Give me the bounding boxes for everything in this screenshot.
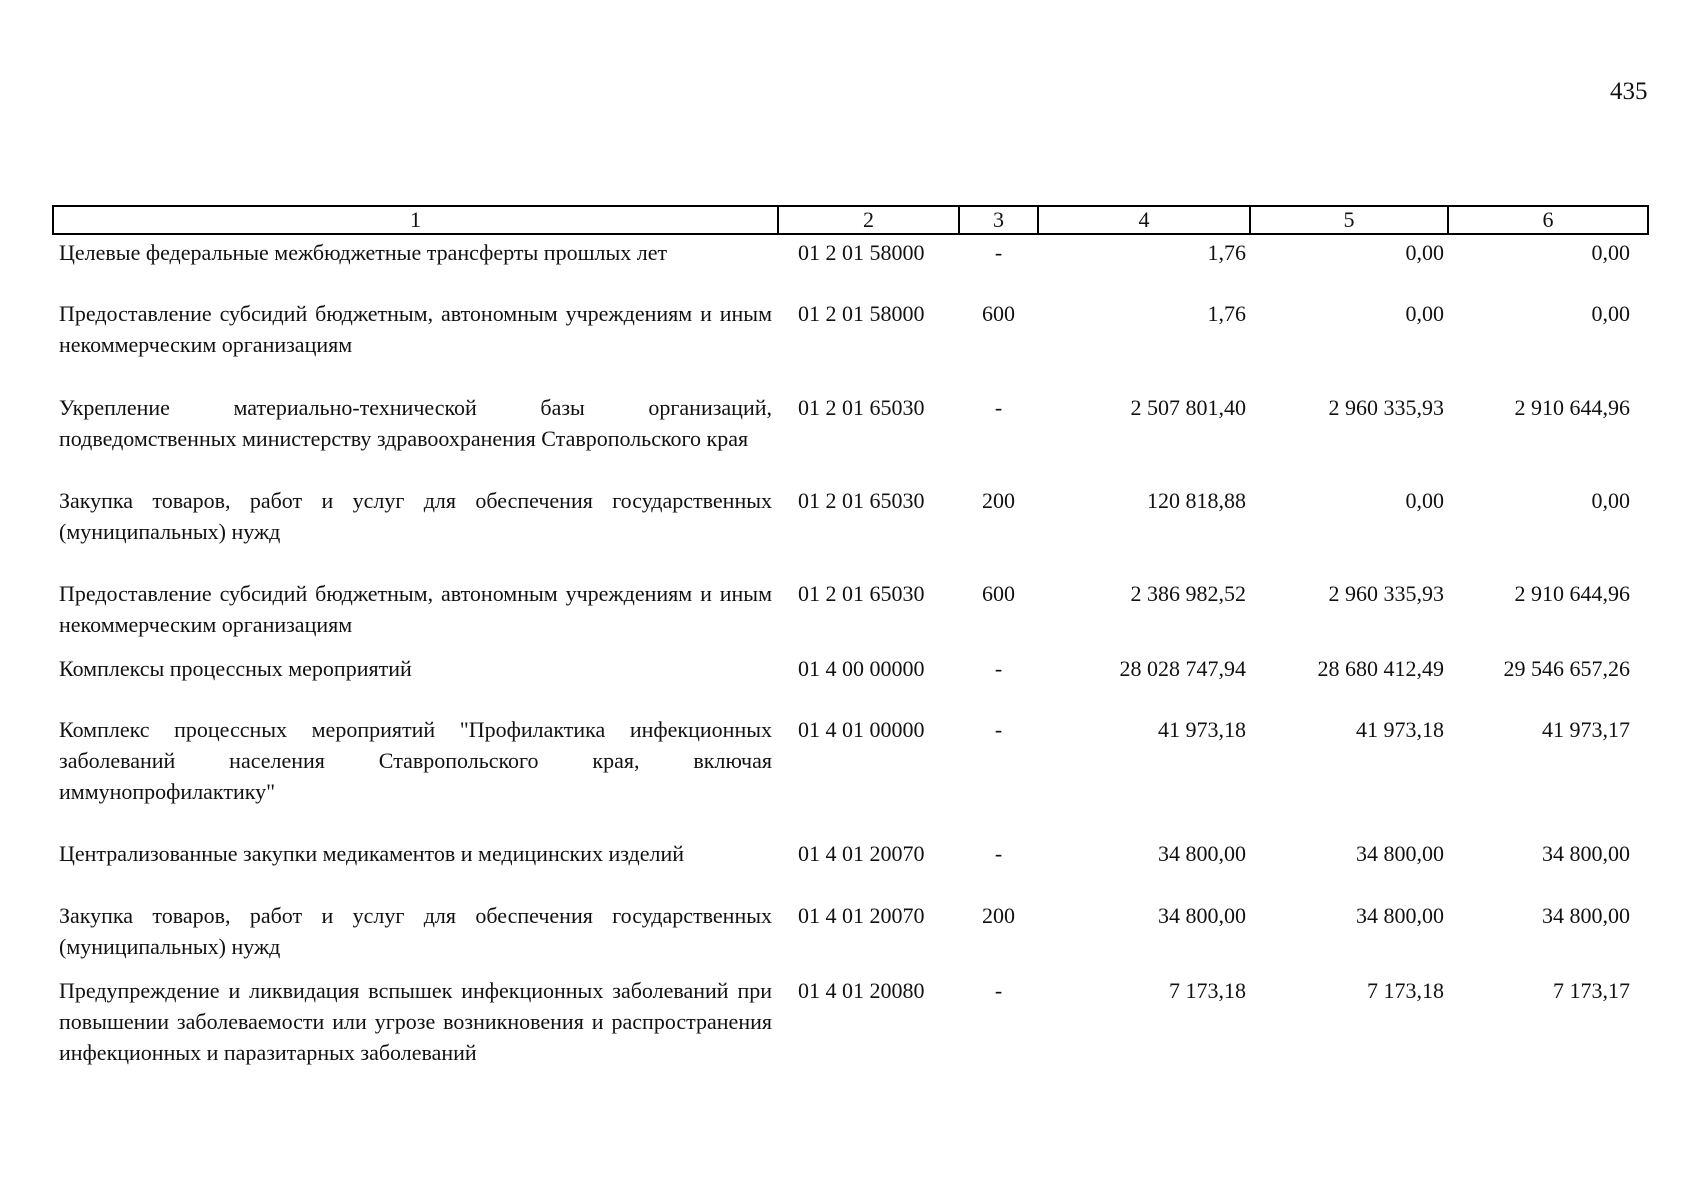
row-value-col5: 34 800,00 — [1356, 903, 1444, 928]
row-code: 01 2 01 58000 — [798, 301, 925, 326]
table-row — [53, 296, 1648, 390]
row-value-col4: 1,76 — [1207, 240, 1246, 265]
row-name: Комплексы процессных мероприятий — [59, 656, 412, 681]
row-expense-type: - — [994, 841, 1003, 866]
header-col-1: 1 — [53, 206, 778, 234]
row-code: 01 4 01 20070 — [798, 841, 925, 866]
header-col-3: 3 — [959, 206, 1038, 234]
header-col-6: 6 — [1448, 206, 1648, 234]
row-code: 01 2 01 65030 — [798, 488, 925, 513]
table-row — [53, 973, 1648, 1097]
row-value-col4: 28 028 747,94 — [1119, 656, 1246, 681]
row-value-col4: 120 818,88 — [1147, 488, 1246, 513]
row-name: Укрепление материально-технической базы организаций, подведомственных министерству здравоохранения Ставропольского края — [59, 395, 772, 451]
row-code: 01 4 01 20070 — [798, 903, 925, 928]
table-row — [53, 234, 1648, 296]
row-name: Целевые федеральные межбюджетные трансферты прошлых лет — [59, 240, 668, 265]
row-value-col5: 34 800,00 — [1356, 841, 1444, 866]
row-value-col6: 0,00 — [1591, 488, 1630, 513]
row-value-col5: 28 680 412,49 — [1317, 656, 1444, 681]
row-value-col4: 1,76 — [1207, 301, 1246, 326]
table-row — [53, 576, 1648, 651]
row-name: Централизованные закупки медикаментов и медицинских изделий — [59, 841, 684, 866]
row-code: 01 4 01 20080 — [798, 978, 925, 1003]
row-expense-type: 200 — [982, 903, 1015, 928]
table-row — [53, 483, 1648, 576]
row-value-col4: 2 386 982,52 — [1130, 581, 1246, 606]
row-value-col5: 0,00 — [1405, 240, 1444, 265]
table-row — [53, 836, 1648, 898]
row-code: 01 2 01 65030 — [798, 395, 925, 420]
table-row — [53, 651, 1648, 712]
row-value-col6: 2 910 644,96 — [1514, 395, 1630, 420]
row-value-col5: 0,00 — [1405, 488, 1444, 513]
row-value-col5: 41 973,18 — [1356, 717, 1444, 742]
row-value-col5: 2 960 335,93 — [1328, 395, 1444, 420]
row-code: 01 4 01 00000 — [798, 717, 925, 742]
row-expense-type: - — [994, 717, 1003, 742]
table-row — [53, 898, 1648, 973]
row-expense-type: - — [994, 395, 1003, 420]
row-expense-type: - — [994, 240, 1003, 265]
header-col-5: 5 — [1250, 206, 1448, 234]
row-name: Закупка товаров, работ и услуг для обеспечения государственных (муниципальных) нужд — [59, 903, 772, 959]
row-value-col6: 0,00 — [1591, 240, 1630, 265]
row-value-col6: 29 546 657,26 — [1503, 656, 1630, 681]
row-value-col6: 34 800,00 — [1542, 841, 1630, 866]
header-row — [53, 206, 1648, 234]
row-value-col5: 2 960 335,93 — [1328, 581, 1444, 606]
row-name: Комплекс процессных мероприятий "Профилактика инфекционных заболеваний населения Ставропольского края, включая иммунопрофилактику" — [59, 717, 772, 804]
row-expense-type: 600 — [982, 301, 1015, 326]
row-name: Предупреждение и ликвидация вспышек инфекционных заболеваний при повышении заболеваемости или угрозе возникновения и распространения инфекционных и паразитарных заболеваний — [59, 978, 772, 1065]
row-value-col6: 34 800,00 — [1542, 903, 1630, 928]
page-number: 435 — [1610, 78, 1648, 105]
row-value-col5: 7 173,18 — [1367, 978, 1444, 1003]
row-expense-type: 600 — [982, 581, 1015, 606]
row-value-col4: 7 173,18 — [1169, 978, 1246, 1003]
row-code: 01 4 00 00000 — [798, 656, 925, 681]
table-header — [53, 206, 1648, 234]
row-value-col6: 7 173,17 — [1553, 978, 1630, 1003]
row-name: Предоставление субсидий бюджетным, автономным учреждениям и иным некоммерческим организациям — [59, 581, 772, 637]
row-value-col4: 34 800,00 — [1158, 841, 1246, 866]
table-row — [53, 390, 1648, 483]
row-value-col4: 41 973,18 — [1158, 717, 1246, 742]
row-name: Предоставление субсидий бюджетным, автономным учреждениям и иным некоммерческим организациям — [59, 301, 772, 357]
row-code: 01 2 01 65030 — [798, 581, 925, 606]
row-name: Закупка товаров, работ и услуг для обеспечения государственных (муниципальных) нужд — [59, 488, 772, 544]
table-row — [53, 712, 1648, 836]
row-expense-type: - — [994, 978, 1003, 1003]
row-value-col6: 2 910 644,96 — [1514, 581, 1630, 606]
table-body — [53, 234, 1648, 1097]
header-col-4: 4 — [1038, 206, 1250, 234]
budget-table — [52, 205, 1649, 1097]
row-value-col6: 41 973,17 — [1542, 717, 1630, 742]
row-value-col4: 2 507 801,40 — [1130, 395, 1246, 420]
row-value-col5: 0,00 — [1405, 301, 1444, 326]
header-col-2: 2 — [778, 206, 959, 234]
row-expense-type: 200 — [982, 488, 1015, 513]
row-value-col6: 0,00 — [1591, 301, 1630, 326]
row-code: 01 2 01 58000 — [798, 240, 925, 265]
row-expense-type: - — [994, 656, 1003, 681]
row-value-col4: 34 800,00 — [1158, 903, 1246, 928]
